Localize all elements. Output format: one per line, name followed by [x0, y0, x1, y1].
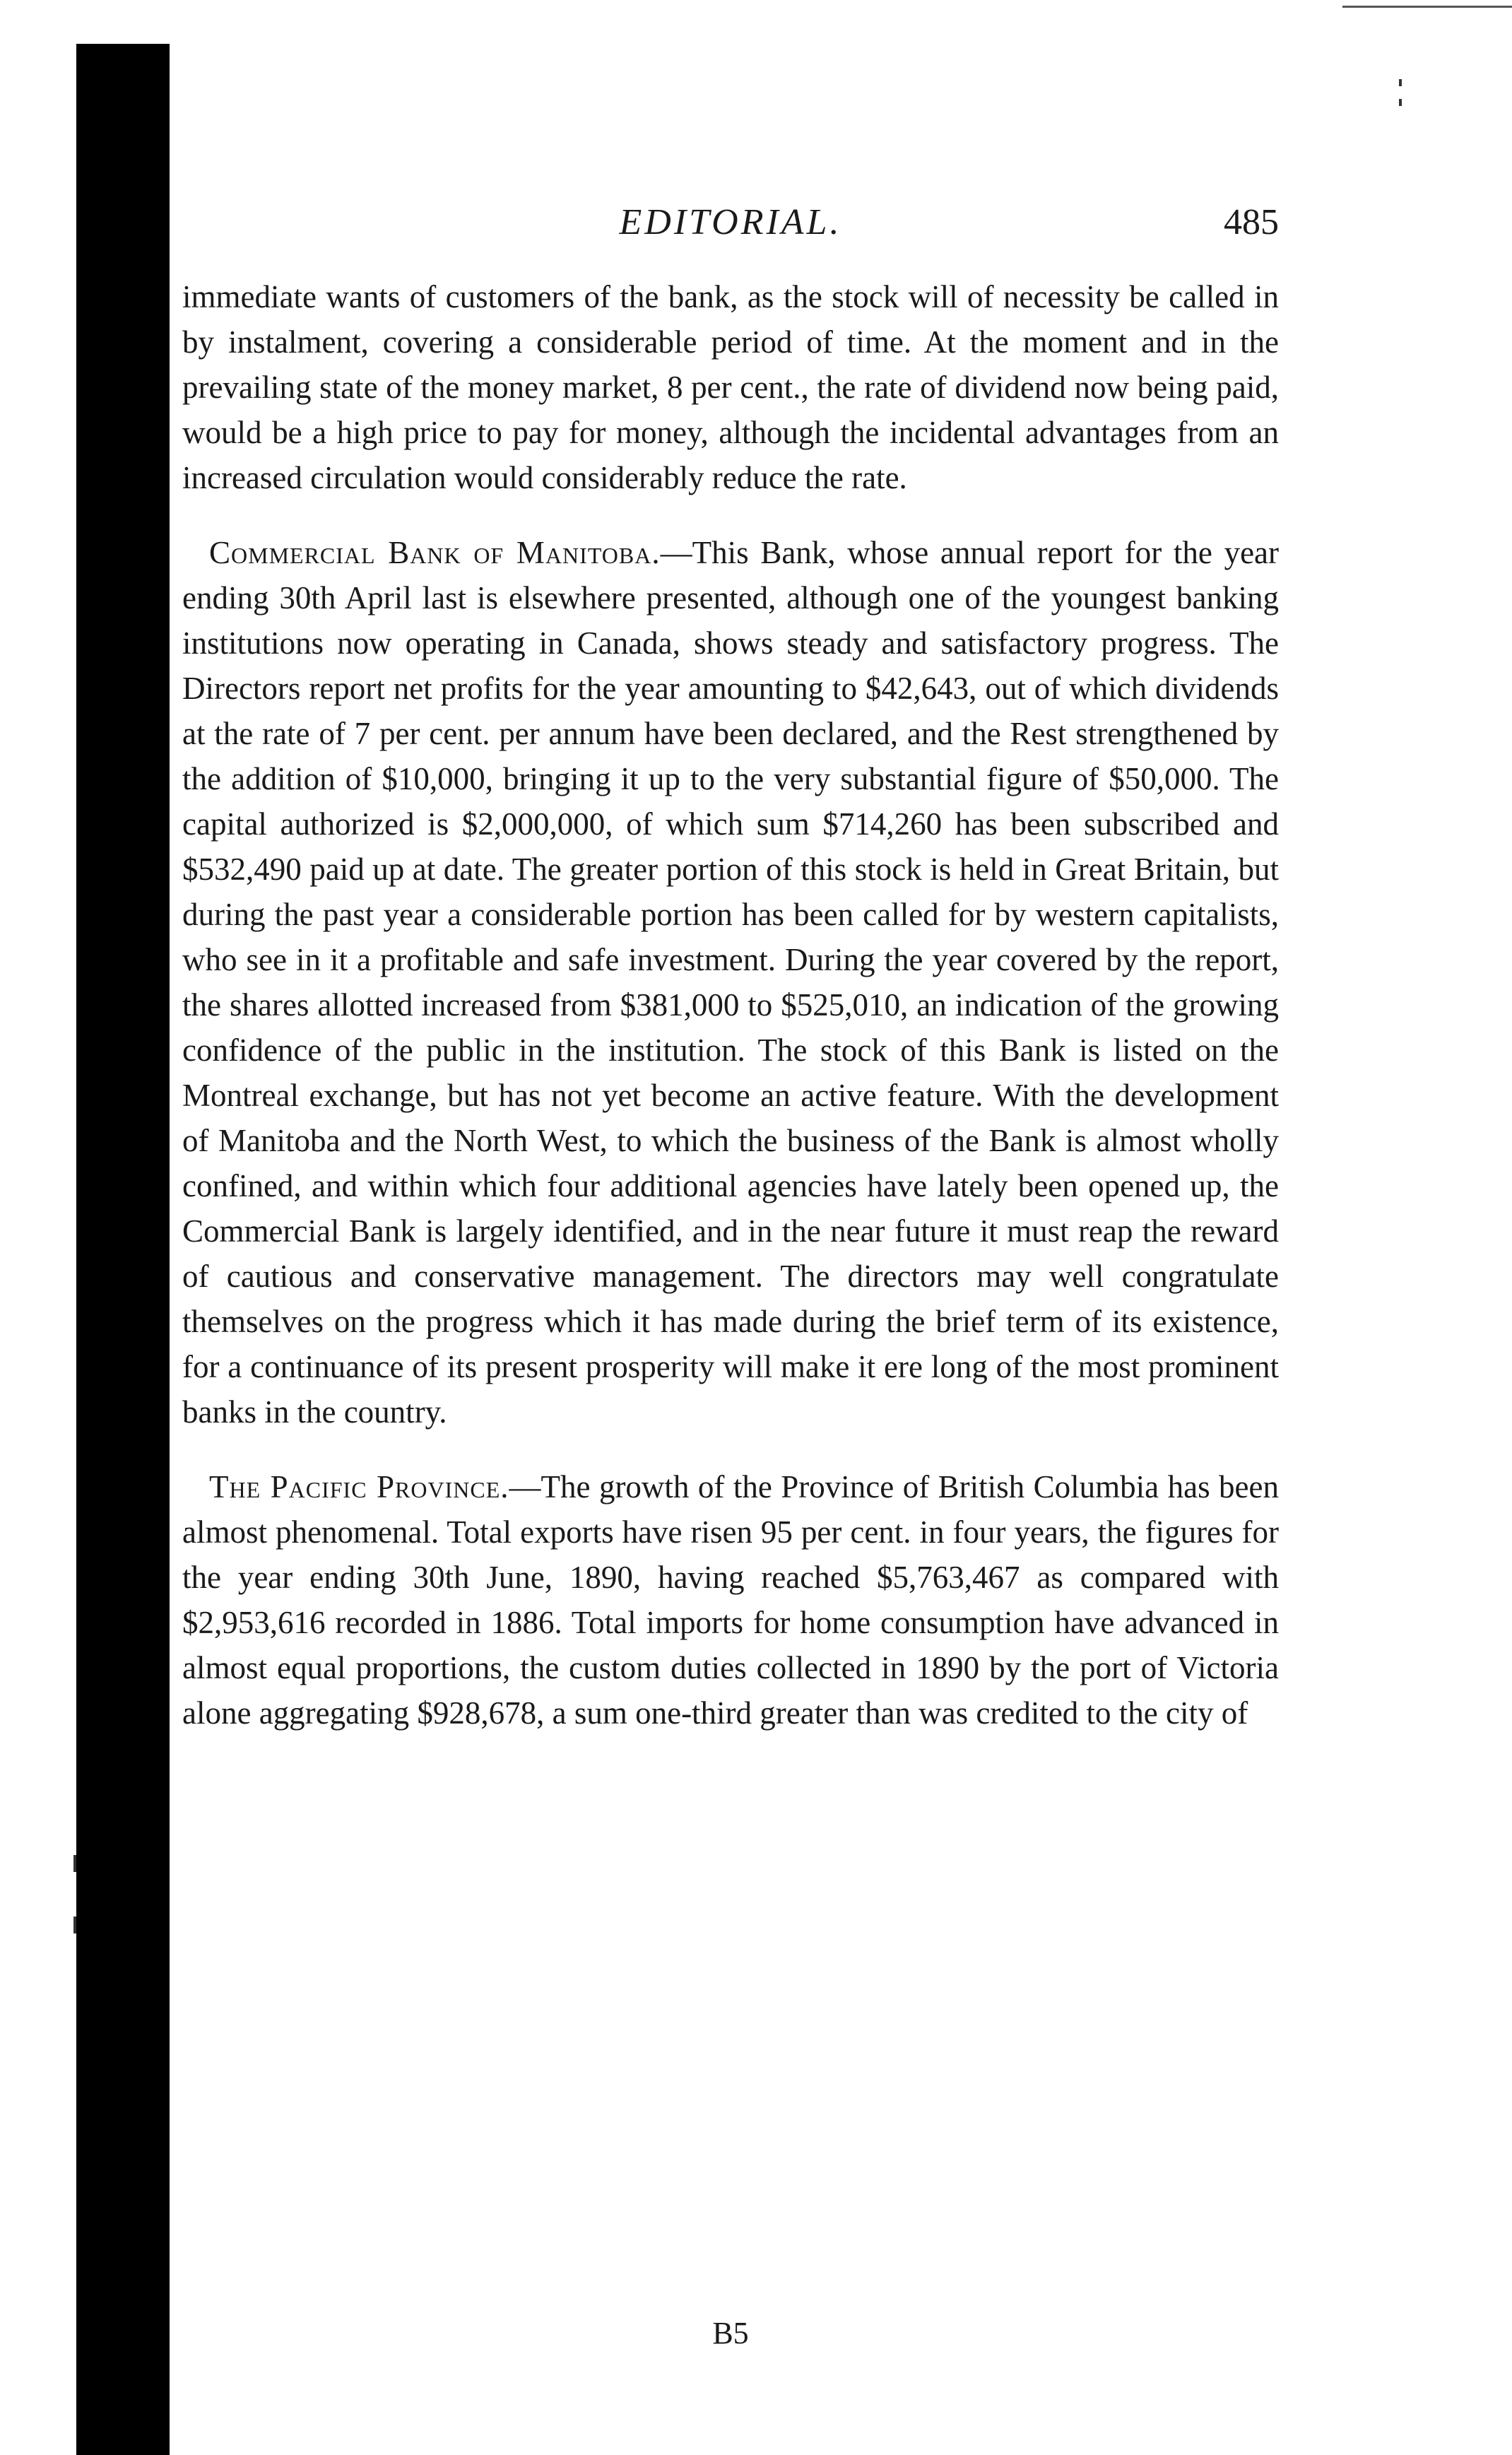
- page-number: 485: [1224, 202, 1279, 242]
- scan-speck: [73, 1855, 76, 1872]
- scan-speck: [1399, 99, 1402, 106]
- book-page: [182, 0, 1279, 2455]
- paragraph-text: —This Bank, whose annual report for the year ending 30th April last is elsewhere presented, although one of the youngest banking institutions now operating in Canada, shows steady and satisfactory progress. The Directors report net profits for the year amounting to $42,643, out of which dividends at the rate of 7 per cent. per annum have been declared, and the Rest strengthened by the addition of $10,000, bringing it up to the very substantial figure of $50,000. The capital authorized is $2,000,000, of which sum $714,260 has been subscribed and $532,490 paid up at date. The greater portion of this stock is held in Great Britain, but during the past year a considerable portion has been called for by western capitalists, who see in it a profitable and safe investment. During the year covered by the report, the shares allotted increased from $381,000 to $525,010, an indication of the growing confidence of the public in the institution. The stock of this Bank is listed on the Montreal exchange, but has not yet become an active feature. With the development of Manitoba and the North West, to which the business of the Bank is almost wholly confined, and within which four additional agencies have lately been opened up, the Commercial Bank is largely identified, and in the near future it must reap the reward of cautious and conservative management. The directors may well congratulate themselves on the progress which it has made during the brief term of its existence, for a continuance of its present prosperity will make it ere long of the most prominent banks in the country.: [182, 535, 1280, 1430]
- paragraph-bank-stock: [182, 274, 1279, 500]
- scan-speck: [1399, 79, 1402, 86]
- signature-mark: B5: [712, 2316, 749, 2350]
- scan-edge-rule: [1342, 6, 1512, 8]
- article-body: [182, 274, 1279, 1736]
- paragraph-text: immediate wants of customers of the bank, as the stock will of necessity be called in by instalment, covering a considerable period of time. At the moment and in the prevailing state of the money market, 8 per cent., the rate of dividend now being paid, would be a high price to pay for money, although the incidental advantages from an increased circulation would considerably reduce the rate.: [182, 279, 1279, 495]
- running-head: [182, 196, 1279, 249]
- paragraph-heading: Commercial Bank of Manitoba.: [209, 535, 661, 570]
- binding-shadow: [76, 44, 170, 2455]
- paragraph-text: —The growth of the Province of British Columbia has been almost phenomenal. Total exports have risen 95 per cent. in four years, the figures for the year ending 30th June, 1890, having reached $5,763,467 as compared with $2,953,616 recorded in 1886. Total imports for home consumption have advanced in almost equal proportions, the custom duties collected in 1890 by the port of Victoria alone aggregating $928,678, a sum one-third greater than was credited to the city of: [182, 1469, 1279, 1731]
- scan-speck: [73, 1917, 76, 1933]
- paragraph-pacific-province: [182, 1464, 1279, 1736]
- paragraph-commercial-bank: [182, 530, 1279, 1435]
- paragraph-heading: The Pacific Province.: [209, 1469, 509, 1505]
- running-title: EDITORIAL.: [619, 202, 842, 242]
